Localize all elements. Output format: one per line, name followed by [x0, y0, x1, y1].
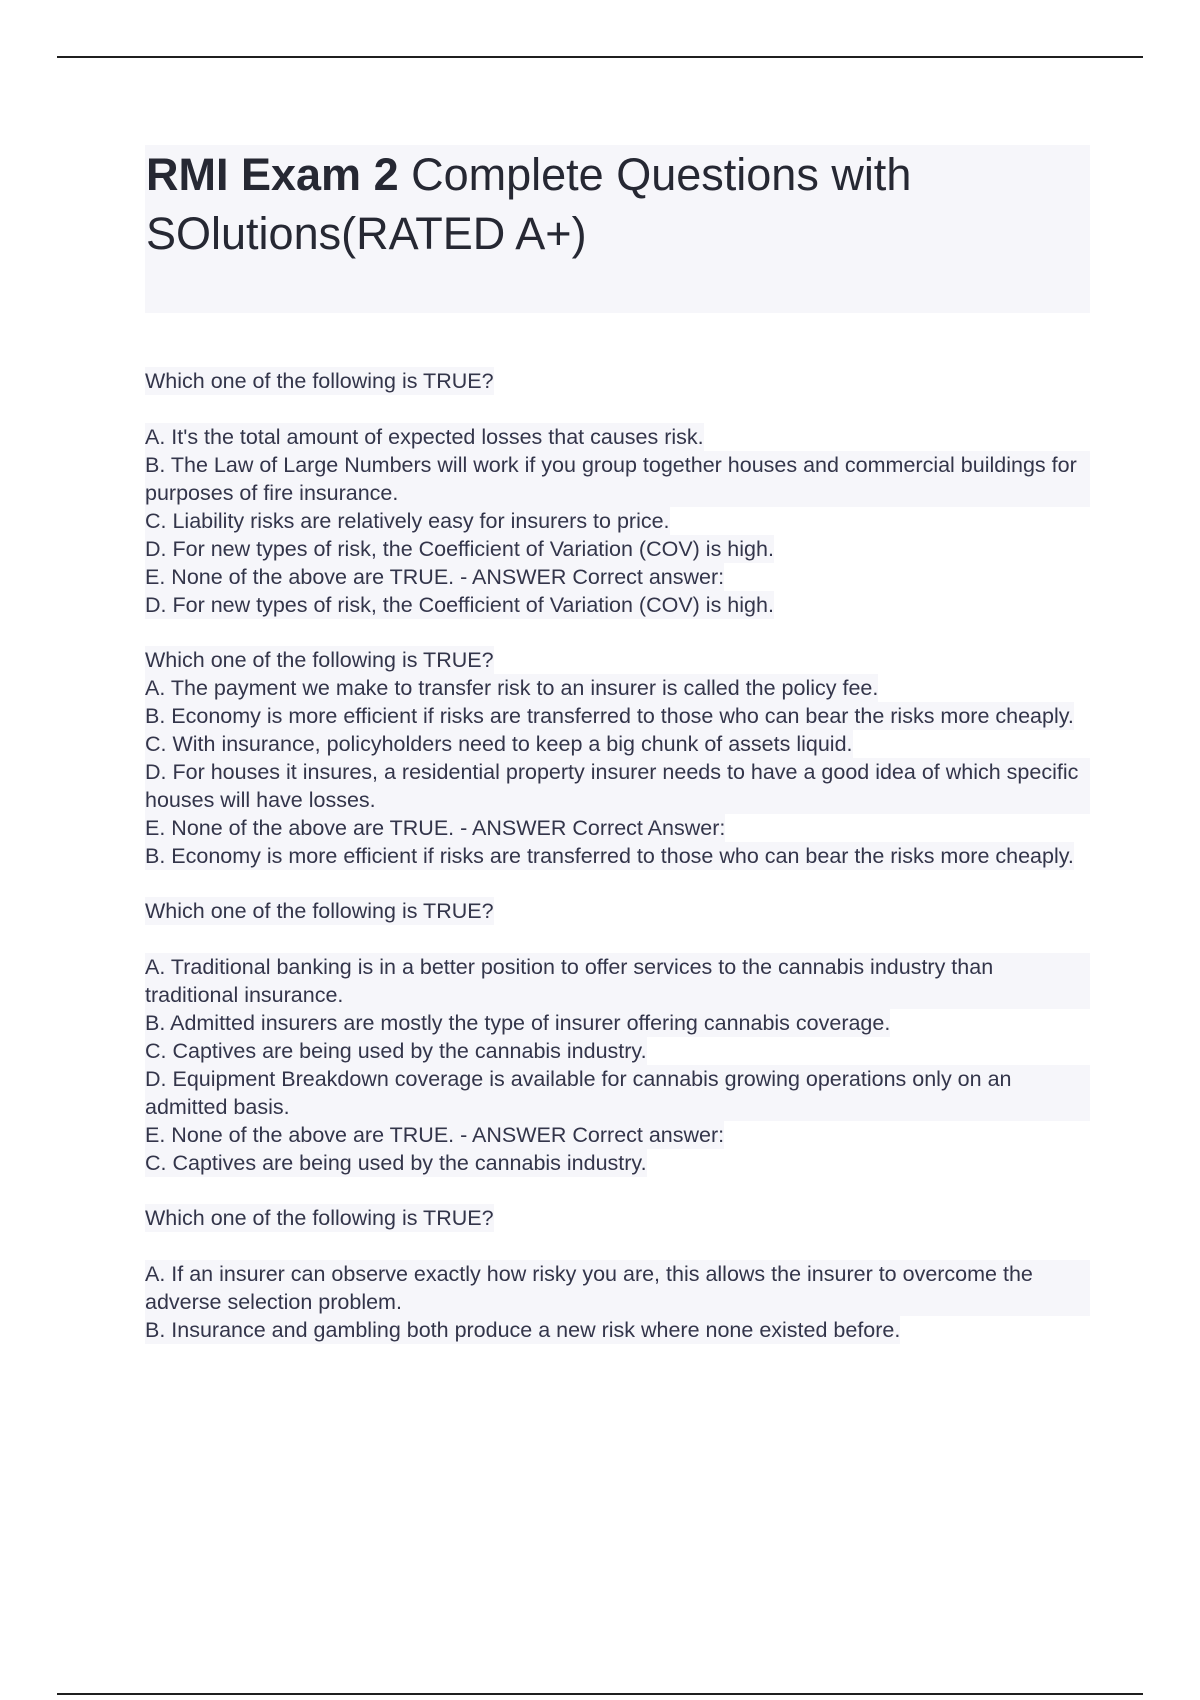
title-box	[145, 145, 1090, 313]
question-prompt: Which one of the following is TRUE?	[145, 1206, 494, 1230]
question-prompt: Which one of the following is TRUE?	[145, 899, 494, 923]
option-line: C. Captives are being used by the cannabis industry.	[145, 1039, 647, 1063]
document-title	[146, 145, 1090, 263]
option-line: B. Economy is more efficient if risks are transferred to those who can bear the risks more cheaply.	[145, 704, 1074, 728]
option-line: C. With insurance, policyholders need to keep a big chunk of assets liquid.	[145, 732, 853, 756]
question-block	[145, 1204, 1100, 1344]
option-line: A. It's the total amount of expected losses that causes risk.	[145, 425, 704, 449]
question-prompt: Which one of the following is TRUE?	[145, 648, 494, 672]
option-line: E. None of the above are TRUE. - ANSWER Correct Answer:	[145, 816, 726, 840]
question-prompt: Which one of the following is TRUE?	[145, 369, 494, 393]
option-line: B. Insurance and gambling both produce a new risk where none existed before.	[145, 1318, 901, 1342]
option-line: E. None of the above are TRUE. - ANSWER Correct answer:	[145, 565, 725, 589]
answer-line: D. For new types of risk, the Coefficient of Variation (COV) is high.	[145, 593, 774, 617]
option-line: B. Admitted insurers are mostly the type of insurer offering cannabis coverage.	[145, 1011, 891, 1035]
bottom-rule	[57, 1693, 1143, 1695]
question-list	[145, 367, 1100, 1371]
option-line: D. For new types of risk, the Coefficient of Variation (COV) is high.	[145, 537, 774, 561]
document-title-rest: Complete Questions with SOlutions(RATED A+)	[146, 149, 912, 259]
question-block	[145, 646, 1100, 870]
question-block	[145, 367, 1100, 619]
spacer	[145, 395, 1100, 423]
option-line: A. Traditional banking is in a better position to offer services to the cannabis industry than traditional insurance.	[145, 953, 1090, 1009]
option-line: D. For houses it insures, a residential property insurer needs to have a good idea of which specific houses will have losses.	[145, 758, 1090, 814]
option-line: E. None of the above are TRUE. - ANSWER Correct answer:	[145, 1123, 725, 1147]
top-rule	[57, 56, 1143, 58]
option-line: A. If an insurer can observe exactly how risky you are, this allows the insurer to overcome the adverse selection problem.	[145, 1260, 1090, 1316]
answer-line: B. Economy is more efficient if risks are transferred to those who can bear the risks more cheaply.	[145, 844, 1074, 868]
option-line: A. The payment we make to transfer risk to an insurer is called the policy fee.	[145, 676, 879, 700]
spacer	[145, 1232, 1100, 1260]
option-line: C. Liability risks are relatively easy for insurers to price.	[145, 509, 670, 533]
document-title-bold: RMI Exam 2	[146, 149, 399, 200]
question-block	[145, 897, 1100, 1177]
option-line: D. Equipment Breakdown coverage is available for cannabis growing operations only on an admitted basis.	[145, 1065, 1090, 1121]
option-line: B. The Law of Large Numbers will work if you group together houses and commercial buildings for purposes of fire insurance.	[145, 451, 1090, 507]
spacer	[145, 925, 1100, 953]
answer-line: C. Captives are being used by the cannabis industry.	[145, 1151, 647, 1175]
